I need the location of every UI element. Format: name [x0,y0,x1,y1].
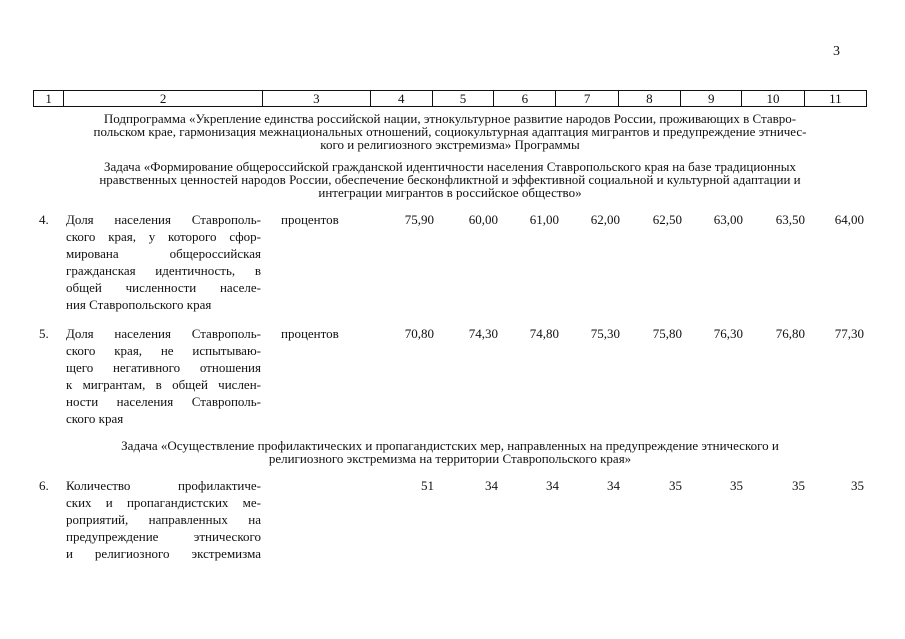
task-heading-1 [33,160,867,199]
value-cell: 70,80 [404,326,434,341]
indicator-name-line: и религиозного экстремизма [66,546,261,561]
value-cell: 75,80 [652,326,682,341]
value-cell: 34 [546,478,559,493]
subprogram-heading [33,112,867,151]
column-number: 8 [618,91,680,107]
value-cell: 62,50 [652,212,682,227]
indicator-name-line: ского края [66,411,124,426]
indicator-name-line: предупреждение этнического [66,529,261,544]
unit: процентов [281,212,339,227]
task-line: интеграции мигрантов в российское общество» [318,185,582,200]
value-cell: 35 [669,478,682,493]
subprogram-line: кого и религиозного экстремизма» Программы [320,137,580,152]
value-cell: 63,50 [775,212,805,227]
indicator-name-line: Доля населения Ставрополь- [66,326,261,341]
indicator-name-line: Количество профилактиче- [66,478,261,493]
task-line: религиозного экстремизма на территории Ставропольского края» [268,451,632,466]
indicator-name [66,477,261,562]
value-cell: 74,30 [468,326,498,341]
column-number: 10 [742,91,804,107]
value-cell: 35 [851,478,864,493]
value-cell: 61,00 [529,212,559,227]
indicator-name-line: к мигрантам, в общей числен- [66,377,261,392]
indicator-name [66,325,261,427]
value-cell: 76,30 [713,326,743,341]
row-number: 5. [39,326,49,341]
indicator-name-line: гражданская идентичность, в [66,263,261,278]
subprogram-line: Подпрограмма «Укрепление единства российской нации, этнокультурное развитие народов России, проживающих в Ставро- [103,111,797,126]
column-number: 5 [432,91,493,107]
value-cell: 76,80 [775,326,805,341]
indicator-name-line: роприятий, направленных на [66,512,261,527]
column-number: 1 [34,91,64,107]
value-cell: 35 [792,478,805,493]
value-cell: 35 [730,478,743,493]
column-number: 7 [556,91,618,107]
value-cell: 75,30 [590,326,620,341]
value-cell: 77,30 [834,326,864,341]
row-number: 6. [39,478,49,493]
indicator-name-line: ности населения Ставрополь- [66,394,261,409]
value-cell: 63,00 [713,212,743,227]
indicator-name-line: ния Ставропольского края [66,297,212,312]
page-number: 3 [833,44,840,59]
value-cell: 64,00 [834,212,864,227]
task-line: Задача «Осуществление профилактических и пропагандистских мер, направленных на предупреждение этнического и [121,438,779,453]
column-number: 9 [681,91,742,107]
indicator-name [66,211,261,313]
task-line: нравственных ценностей народов России, обеспечение бесконфликтной и эффективной социальной и культурной адаптации и [99,172,801,187]
column-number-header [33,90,867,107]
subprogram-line: польском крае, гармонизация межнациональных отношений, социокультурная адаптация мигрантов и предупреждение этничес- [93,124,807,139]
column-number: 6 [494,91,556,107]
column-number: 11 [804,91,866,107]
value-cell: 62,00 [590,212,620,227]
column-number: 4 [370,91,432,107]
indicator-name-line: Доля населения Ставрополь- [66,212,261,227]
value-cell: 60,00 [468,212,498,227]
unit: процентов [281,326,339,341]
value-cell: 74,80 [529,326,559,341]
value-cell: 34 [485,478,498,493]
value-cell: 75,90 [404,212,434,227]
column-number: 2 [64,91,263,107]
indicator-name-line: общей численности населе- [66,280,261,295]
task-line: Задача «Формирование общероссийской гражданской идентичности населения Ставропольского края на базе традиционных [104,159,796,174]
indicator-name-line: ского края, не испытываю- [66,343,261,358]
indicator-name-line: щего негативного отношения [66,360,261,375]
indicator-name-line: мирована общероссийская [66,246,261,261]
column-number: 3 [263,91,371,107]
row-number: 4. [39,212,49,227]
indicator-name-line: ских и пропагандистских ме- [66,495,261,510]
indicator-name-line: ского края, у которого сфор- [66,229,261,244]
value-cell: 34 [607,478,620,493]
task-heading-2 [33,439,867,465]
value-cell: 51 [421,478,434,493]
